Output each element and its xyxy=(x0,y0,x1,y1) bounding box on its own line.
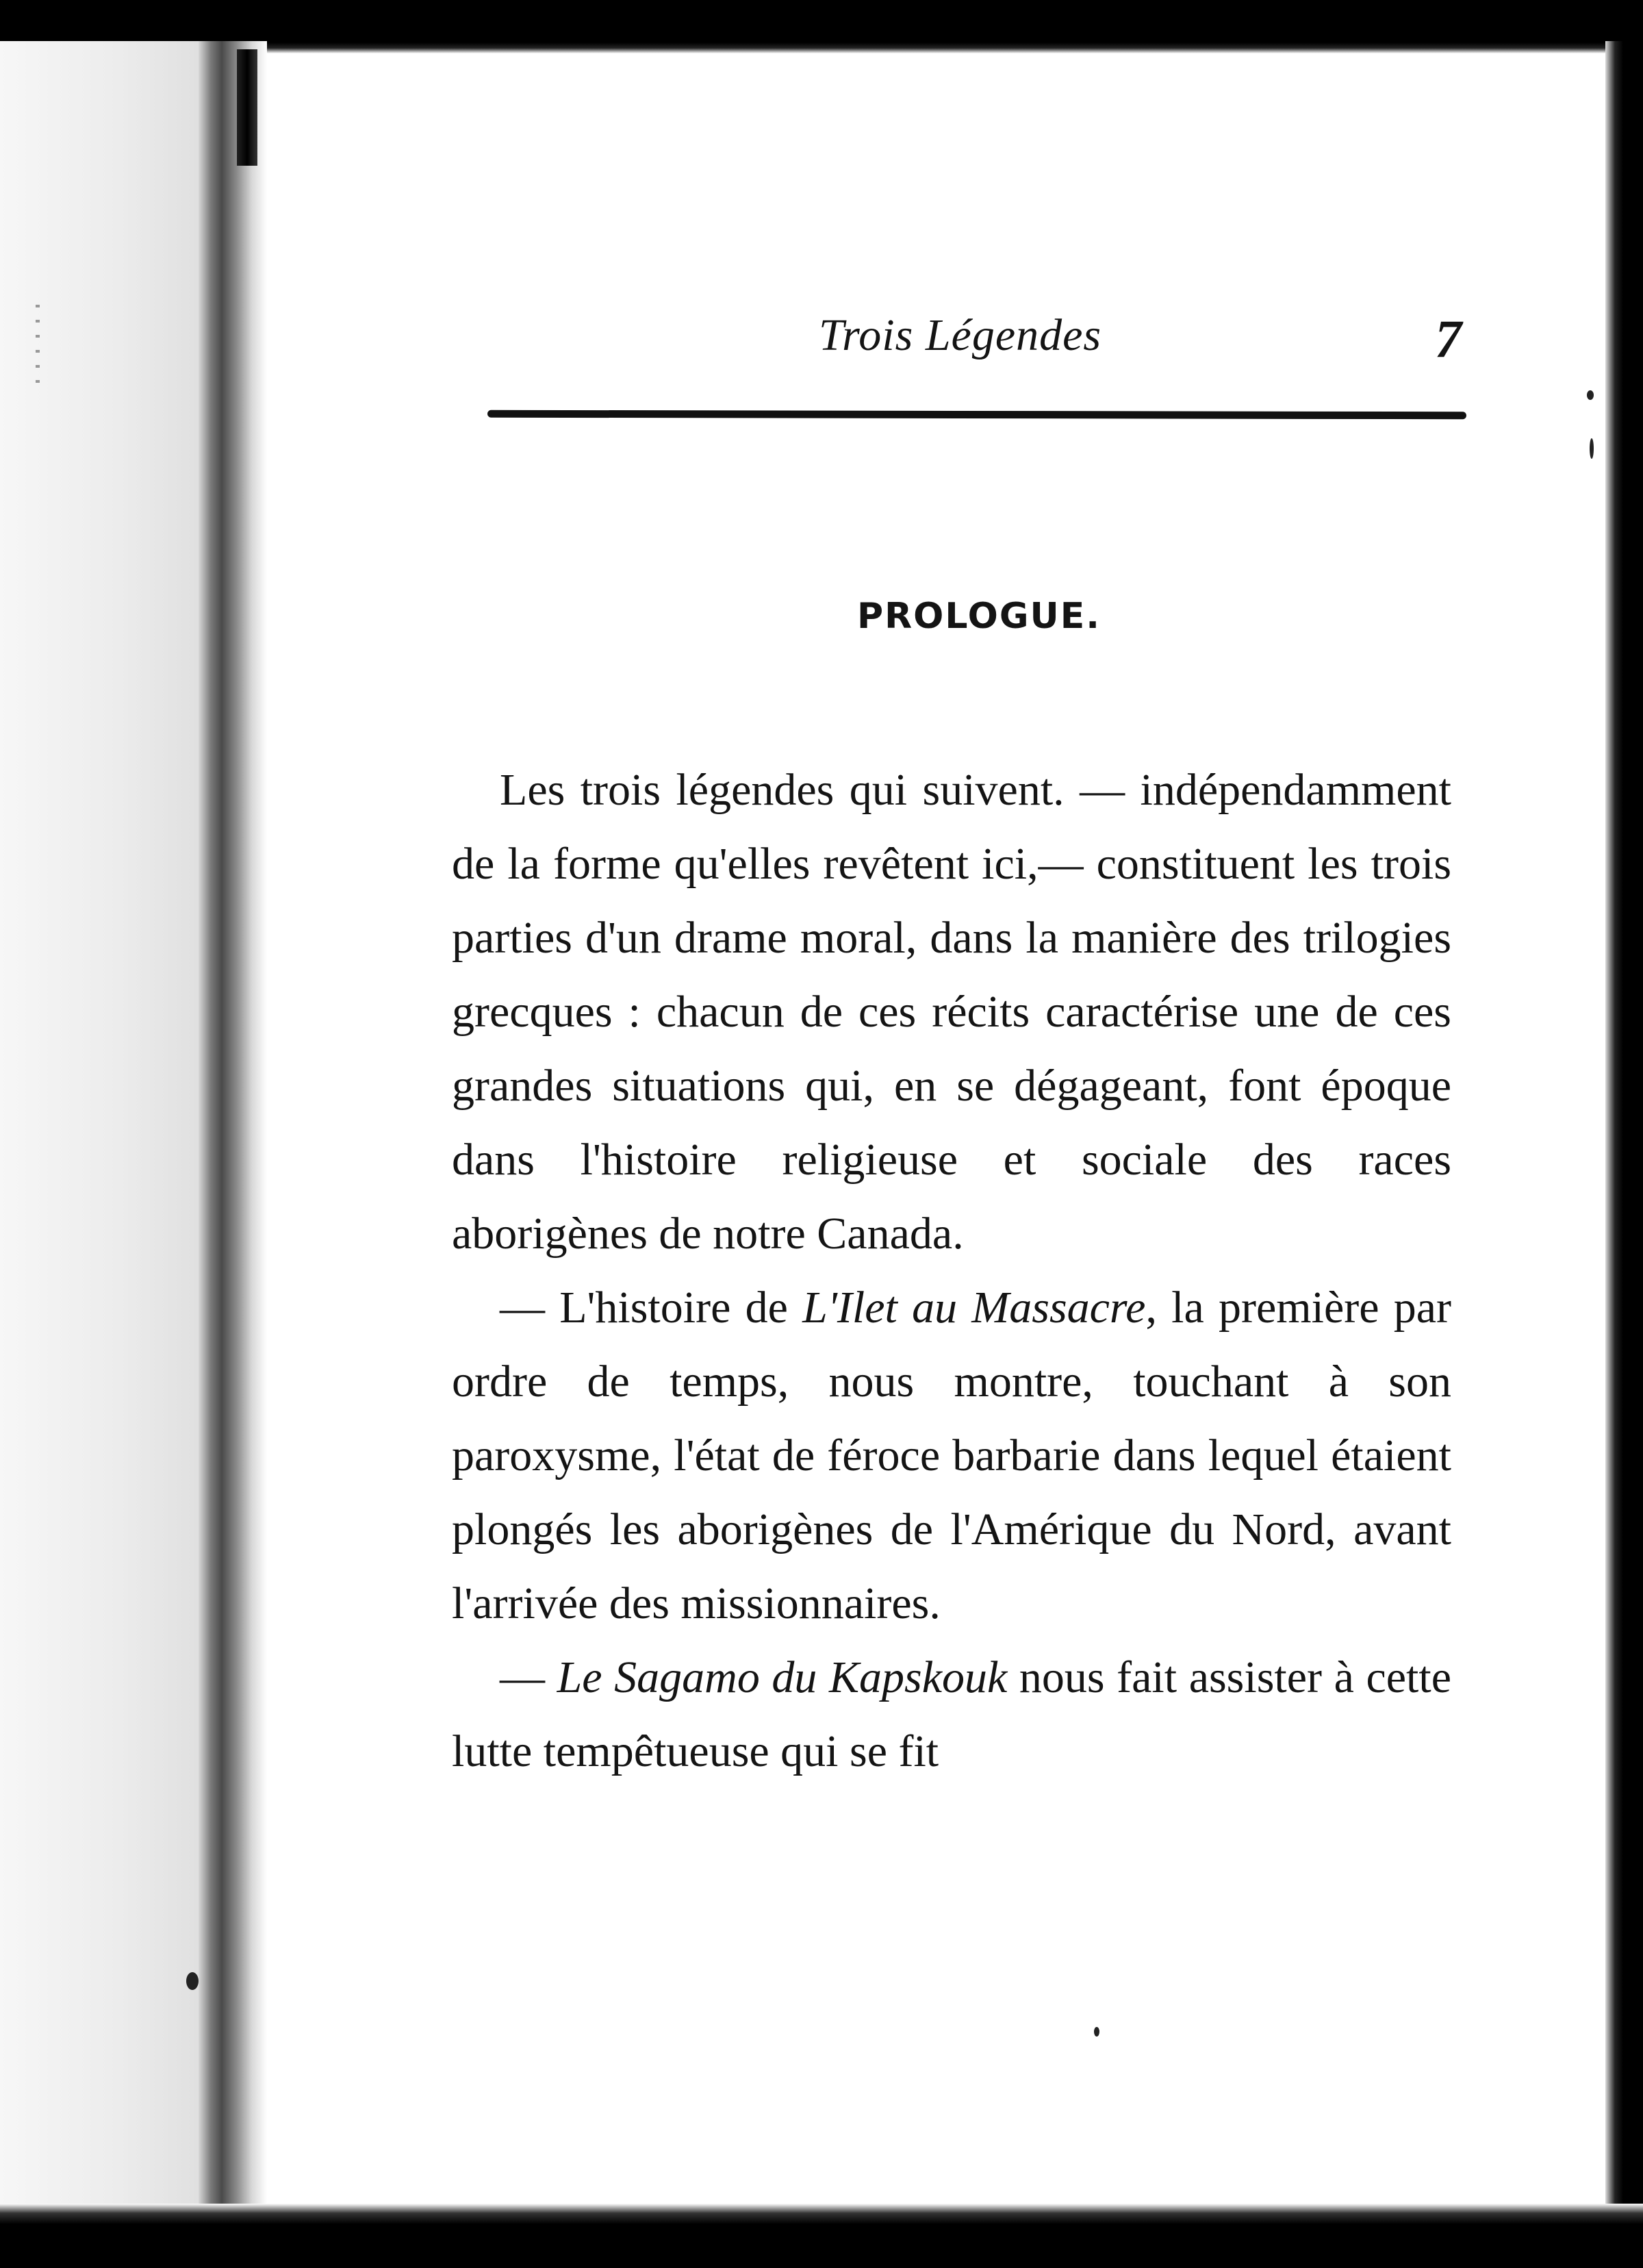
paragraph-3-lead: — xyxy=(500,1652,557,1702)
legend-title-ilet: L'Ilet au Massacre xyxy=(802,1283,1146,1333)
header-rule xyxy=(487,410,1466,419)
scan-speck xyxy=(1094,2027,1099,2037)
paragraph-2-rest: , la première par ordre de temps, nous montre, touchant à son paroxysme, l'état de féroce barbarie dans lequel étaient plongés les aborigènes de l'Amérique du Nord, avant l'arrivée des missionnaires. xyxy=(452,1283,1451,1628)
paragraph-1: Les trois légendes qui suivent. — indépendamment de la forme qu'elles revêtent ici,— constituent les trois parties d'un drame moral, dans la manière des trilogies grecques : chacun de ces récits caractérise une de ces grandes situations qui, en se dégageant, font époque dans l'histoire religieuse et sociale des races aborigènes de notre Canada. xyxy=(452,765,1451,1259)
paragraph-3-rest: nous fait assister à cette lutte tempêtueuse qui se fit xyxy=(452,1652,1452,1776)
legend-title-sagamo: Le Sagamo du Kapskouk xyxy=(557,1652,1008,1702)
paragraph-2-lead: — L'histoire de xyxy=(500,1283,803,1333)
paragraph-2 xyxy=(452,1271,1451,1641)
running-head-title: Trois Légendes xyxy=(819,310,1102,360)
body-text xyxy=(452,753,1451,1789)
page-number: 7 xyxy=(1435,309,1462,368)
scan-speck xyxy=(186,1972,199,1990)
scan-speck xyxy=(1590,438,1594,459)
facing-page-edge xyxy=(0,41,199,2212)
gutter-shadow xyxy=(237,49,257,166)
scan-border-bottom xyxy=(0,2204,1643,2268)
scan-border-right xyxy=(1605,41,1643,2212)
scan-speck xyxy=(1587,390,1594,400)
scan-dots xyxy=(36,305,40,394)
section-title: PROLOGUE. xyxy=(857,596,1101,637)
paragraph-3 xyxy=(452,1641,1451,1789)
book-gutter xyxy=(199,41,267,2212)
